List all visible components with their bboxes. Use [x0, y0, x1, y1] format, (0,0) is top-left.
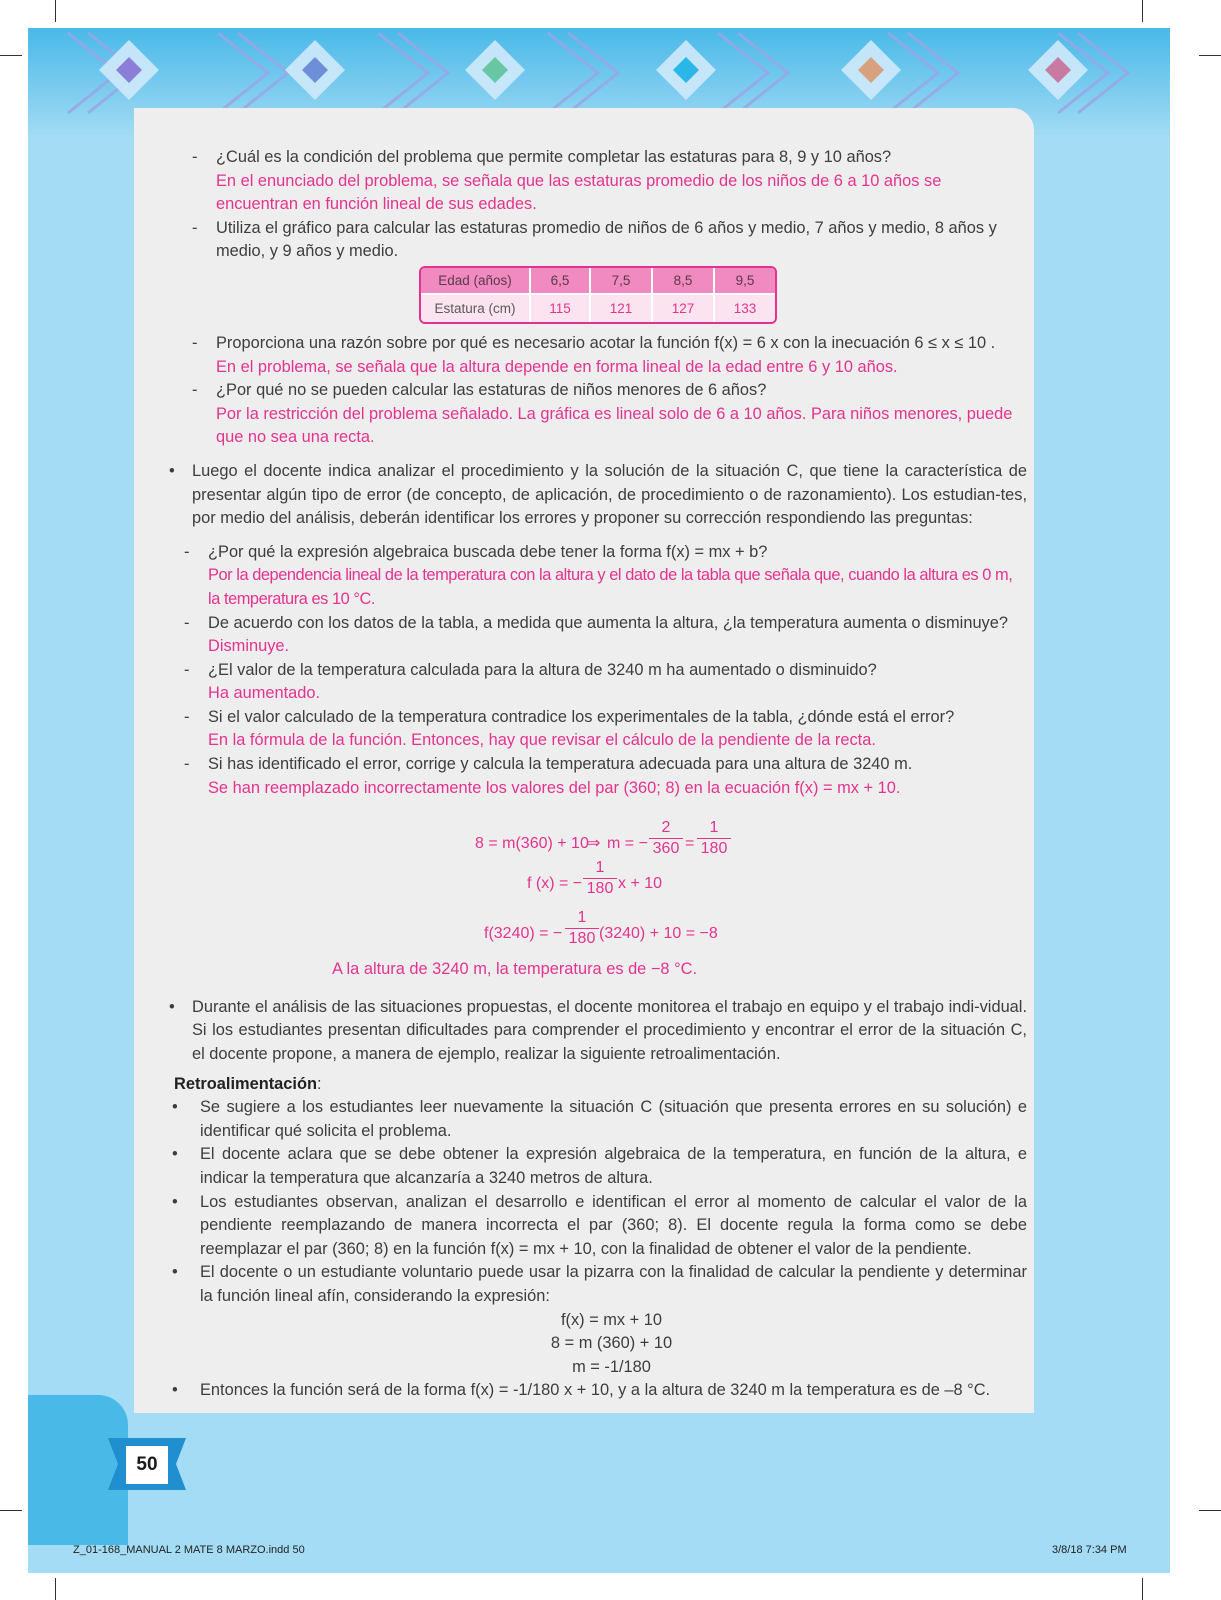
paragraph-text: Luego el docente indica analizar el procedimiento y la solución de la situación C, que tiene la característica de presentar algún tipo de error (de concepto, de aplicación, de procedimiento o de razonamiento). Los estudian-tes, por medio del análisis, deberán identificar los errores y proponer su corrección respondiendo las preguntas: [192, 461, 1027, 528]
question-item [162, 217, 1027, 264]
fraction-denominator: 360 [652, 840, 680, 858]
crop-mark [1199, 55, 1221, 56]
bullet-marker: • [172, 1263, 178, 1282]
dash-marker: - [192, 218, 198, 237]
table-cell-age: 9,5 [713, 268, 775, 295]
fraction-numerator: 1 [577, 909, 587, 927]
question-item [162, 753, 1027, 800]
retro-colon: : [317, 1074, 322, 1093]
row-header-age: Edad (años) [421, 268, 529, 295]
page-number-badge [108, 1438, 186, 1490]
paragraph-text: Entonces la función será de la forma f(x) = -1/180 x + 10, y a la altura de 3240 m la temperatura es de –8 °C. [200, 1381, 991, 1400]
table-cell-height: 133 [713, 295, 775, 322]
function-left: f (x) = − [527, 875, 583, 893]
bullet-marker: • [172, 1098, 178, 1117]
paragraph-text: Durante el análisis de las situaciones propuestas, el docente monitorea el trabajo en equipo y el trabajo indi-vidual. Si los estudiantes presentan dificultades para comprender el procedimiento y encontrar el error de la situación C, el docente propone, a manera de ejemplo, realizar la siguiente retroalimentación. [192, 997, 1027, 1064]
question-text: De acuerdo con los datos de la tabla, a medida que aumenta la altura, ¿la temperatura aumenta o disminuye? [208, 613, 1008, 632]
fraction-denominator: 180 [700, 840, 728, 858]
question-item [162, 706, 1027, 753]
bullet-paragraph [162, 996, 1027, 1067]
fraction-numerator: 1 [595, 859, 605, 877]
question-text: Si el valor calculado de la temperatura contradice los experimentales de la tabla, ¿dónde está el error? [208, 707, 955, 726]
question-text: ¿El valor de la temperatura calculada para la altura de 3240 m ha aumentado o disminuido? [208, 660, 877, 679]
fraction [583, 858, 617, 899]
fraction [649, 818, 683, 859]
dash-marker: - [192, 381, 198, 400]
bullet-marker: • [169, 461, 175, 480]
implies-icon: ⇒ [587, 835, 601, 853]
fraction-numerator: 2 [661, 819, 671, 837]
evaluation-left: f(3240) = − [484, 925, 563, 943]
answer-text: Por la dependencia lineal de la temperatura con la altura y el dato de la tabla que señala que, cuando la altura es 0 m, la temperatura es 10 °C. [208, 566, 1013, 608]
dash-marker: - [184, 707, 190, 726]
table-cell-height: 121 [589, 295, 651, 322]
answer-text: Ha aumentado. [208, 684, 321, 703]
question-text: Proporciona una razón sobre por qué es necesario acotar la función f(x) = 6 x con la inecuación 6 ≤ x ≤ 10 . [216, 333, 996, 352]
paragraph-text: Se sugiere a los estudiantes leer nuevamente la situación C (situación que presenta errores en su solución) e identificar qué solicita el problema. [200, 1098, 1027, 1140]
table-cell-age: 8,5 [651, 268, 713, 295]
math-conclusion: A la altura de 3240 m, la temperatura es de −8 °C. [331, 960, 698, 979]
dash-marker: - [184, 542, 190, 561]
crop-mark [0, 55, 22, 56]
answer-text: En el problema, se señala que la altura depende en forma lineal de la edad entre 6 y 10 años. [216, 357, 898, 376]
equation-line: 8 = m (360) + 10 [550, 1334, 673, 1353]
row-header-height: Estatura (cm) [421, 295, 529, 322]
equation-line: f(x) = mx + 10 [560, 1310, 663, 1329]
question-text: Si has identificado el error, corrige y calcula la temperatura adecuada para una altura de 3240 m. [208, 755, 913, 774]
bullet-paragraph [162, 460, 1027, 531]
page-number: 50 [126, 1446, 168, 1484]
dash-marker: - [184, 660, 190, 679]
crop-mark [1199, 1510, 1221, 1511]
footer-file-info: Z_01-168_MANUAL 2 MATE 8 MARZO.indd 50 [73, 1544, 305, 1556]
footer-timestamp: 3/8/18 7:34 PM [1052, 1544, 1127, 1556]
table-row [421, 295, 775, 322]
evaluation-right: (3240) + 10 = −8 [599, 925, 718, 943]
crop-mark [0, 1510, 22, 1511]
crop-mark [1142, 1578, 1143, 1600]
retro-heading [162, 1073, 1027, 1097]
crop-mark [1142, 0, 1143, 22]
paragraph-text: El docente aclara que se debe obtener la expresión algebraica de la temperatura, en función de la altura, e indicar la temperatura que alcanzaría a 3240 metros de altura. [200, 1145, 1027, 1187]
dash-marker: - [184, 755, 190, 774]
bullet-marker: • [172, 1145, 178, 1164]
table-cell-age: 7,5 [589, 268, 651, 295]
answer-text: Se han reemplazado incorrectamente los valores del par (360; 8) en la ecuación f(x) = mx + 10. [208, 778, 901, 797]
question-item [162, 146, 1027, 217]
question-text: Utiliza el gráfico para calcular las estaturas promedio de niños de 6 años y medio, 7 años y medio, 8 años y medio, y 9 años y medio. [216, 218, 997, 261]
question-item [162, 379, 1027, 450]
question-item [162, 612, 1027, 659]
function-right: x + 10 [618, 875, 663, 893]
fraction-numerator: 1 [709, 819, 719, 837]
table-cell-height: 127 [651, 295, 713, 322]
crop-mark [55, 0, 56, 22]
bullet-paragraph [162, 1096, 1027, 1143]
fraction [565, 908, 599, 949]
math-derivation [162, 800, 1027, 958]
answer-text: Por la restricción del problema señalado. La gráfica es lineal solo de 6 a 10 años. Para niños menores, puede que no sea una recta. [216, 404, 1013, 447]
table-row [421, 268, 775, 295]
answer-text: En el enunciado del problema, se señala que las estaturas promedio de los niños de 6 a 10 años se encuentran en función lineal de sus edades. [216, 171, 942, 214]
equation-line: m = -1/180 [572, 1357, 651, 1376]
fraction-denominator: 180 [568, 930, 596, 948]
question-item [162, 332, 1027, 379]
bullet-paragraph [162, 1143, 1027, 1190]
slope-label: m = − [607, 835, 648, 853]
bullet-marker: • [169, 997, 175, 1016]
dash-marker: - [192, 333, 198, 352]
fraction [697, 818, 731, 859]
bullet-paragraph [162, 1191, 1027, 1262]
age-height-table [419, 266, 777, 324]
retro-title: Retroalimentación [174, 1074, 317, 1093]
answer-text: Disminuye. [208, 637, 290, 656]
bullet-paragraph [162, 1261, 1027, 1308]
question-text: ¿Por qué la expresión algebraica buscada debe tener la forma f(x) = mx + b? [208, 542, 768, 561]
question-list [162, 541, 1027, 801]
crop-mark [55, 1578, 56, 1600]
equation-left: 8 = m(360) + 10 [475, 835, 589, 853]
bullet-marker: • [172, 1192, 178, 1211]
dash-marker: - [192, 148, 198, 166]
question-text: ¿Por qué no se pueden calcular las estaturas de niños menores de 6 años? [216, 381, 767, 400]
question-text: ¿Cuál es la condición del problema que permite completar las estaturas para 8, 9 y 10 años? [216, 148, 892, 166]
table-cell-age: 6,5 [529, 268, 589, 295]
question-item [162, 659, 1027, 706]
paragraph-text: Los estudiantes observan, analizan el desarrollo e identifican el error al momento de calcular el valor de la pendiente reemplazando de manera incorrecta el par (360; 8). El docente regula la forma como se debe reemplazar el par (360; 8) en la función f(x) = mx + 10, con la finalidad de obtener el valor de la pendiente. [200, 1192, 1027, 1258]
main-content [162, 146, 1027, 1403]
dash-marker: - [184, 613, 190, 632]
paragraph-text: El docente o un estudiante voluntario puede usar la pizarra con la finalidad de calcular la pendiente y determinar la función lineal afín, considerando la expresión: [200, 1263, 1027, 1305]
table-cell-height: 115 [529, 295, 589, 322]
question-item [162, 541, 1027, 612]
fraction-denominator: 180 [586, 880, 614, 898]
bullet-paragraph [162, 1379, 1027, 1403]
answer-text: En la fórmula de la función. Entonces, hay que revisar el cálculo de la pendiente de la recta. [208, 731, 876, 750]
equals-sign: = [685, 835, 695, 853]
age-height-table-wrap [419, 266, 777, 324]
bullet-marker: • [172, 1381, 178, 1400]
